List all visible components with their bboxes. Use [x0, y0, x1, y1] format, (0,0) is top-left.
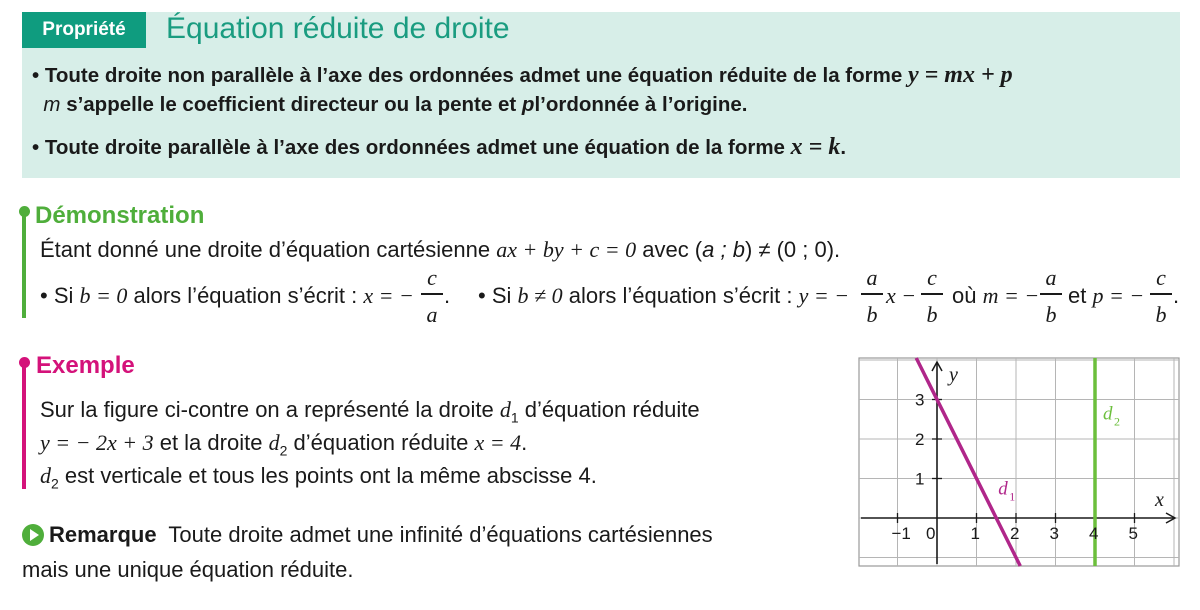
case2-frac3-bar — [1040, 293, 1062, 295]
remarque-label: Remarque — [49, 522, 157, 547]
exemple-bar — [22, 363, 26, 489]
exemple-line-3: $d_2$ est verticale et tous les points ont la même abscisse 4. — [40, 463, 597, 492]
case1-denominator: a — [426, 302, 438, 327]
case2-frac3-num: a — [1045, 265, 1057, 290]
remarque-play-icon — [22, 524, 44, 546]
exemple-title: Exemple — [36, 352, 135, 379]
propriete-bullet-1-line-2: m s’appelle le coefficient directeur ou la pente et pl’ordonnée à l’origine. — [43, 93, 748, 116]
demonstration-title: Démonstration — [35, 202, 205, 229]
case1-end: . — [444, 283, 451, 308]
demonstration-bar — [22, 212, 26, 318]
demonstration-case-2: • Si b ≠ 0 alors l’équation s’écrit : y = − — [478, 283, 850, 308]
coordinate-graph — [858, 357, 1180, 567]
case2-end: . — [1173, 283, 1180, 308]
x-tick-label: 4 — [1089, 524, 1099, 543]
case2-frac4-num: c — [1156, 265, 1166, 290]
remarque-line-1: Remarque Toute droite admet une infinité d’équations cartésiennes — [49, 522, 713, 547]
case1-fraction-bar — [421, 293, 443, 295]
line-d2-label: d — [1103, 403, 1113, 425]
y-tick-label: 1 — [915, 469, 925, 489]
x-tick-label: 5 — [1128, 524, 1138, 543]
propriete-title: Équation réduite de droite — [166, 12, 510, 45]
case2-frac4-den: b — [1155, 302, 1167, 327]
x-tick-label: 0 — [926, 524, 936, 543]
case2-frac4-bar — [1150, 293, 1172, 295]
x-tick-label: 3 — [1049, 524, 1059, 543]
case2-et-p: et p = − — [1068, 283, 1145, 308]
y-axis-label: y — [949, 364, 958, 386]
remarque-line-2: mais une unique équation réduite. — [22, 557, 354, 582]
line-d1-label: d — [998, 478, 1008, 500]
case2-x-minus: x − — [886, 283, 917, 308]
line-d2-sub: 2 — [1114, 414, 1120, 429]
case2-frac1-den: b — [866, 302, 878, 327]
case1-numerator: c — [427, 265, 437, 290]
x-tick-label: −1 — [891, 524, 911, 543]
propriete-bullet-2: • Toute droite parallèle à l’axe des ordonnées admet une équation de la forme x = k. — [32, 134, 847, 160]
case2-frac1-bar — [861, 293, 883, 295]
x-tick-label: 1 — [970, 524, 980, 543]
case2-frac1-num: a — [866, 265, 878, 290]
propriete-tag: Propriété — [22, 12, 146, 48]
propriete-bullet-1-line-1: • Toute droite non parallèle à l’axe des ordonnées admet une équation réduite de la forme y = mx + p — [32, 62, 1013, 88]
x-tick-label: 2 — [1010, 524, 1020, 543]
y-tick-label: 2 — [915, 430, 925, 449]
y-tick-label: 3 — [915, 390, 925, 410]
exemple-line-1: Sur la figure ci-contre on a représenté la droite $d_1$ d’équation réduite — [40, 397, 700, 426]
demonstration-case-1: • Si b = 0 alors l’équation s’écrit : x = − — [40, 283, 414, 308]
case2-ou-m: où m = − — [952, 283, 1040, 308]
exemple-line-2: y = − 2x + 3 et la droite $d_2$ d’équation réduite x = 4. — [40, 430, 528, 459]
case2-frac2-den: b — [926, 302, 938, 327]
demonstration-line-1: Étant donné une droite d’équation cartésienne ax + by + c = 0 avec (a ; b) ≠ (0 ; 0). — [40, 237, 841, 262]
x-axis-label: x — [1155, 489, 1164, 511]
case2-frac2-num: c — [927, 265, 937, 290]
case2-frac2-bar — [921, 293, 943, 295]
line-d1-sub: 1 — [1009, 489, 1016, 504]
case2-frac3-den: b — [1045, 302, 1057, 327]
